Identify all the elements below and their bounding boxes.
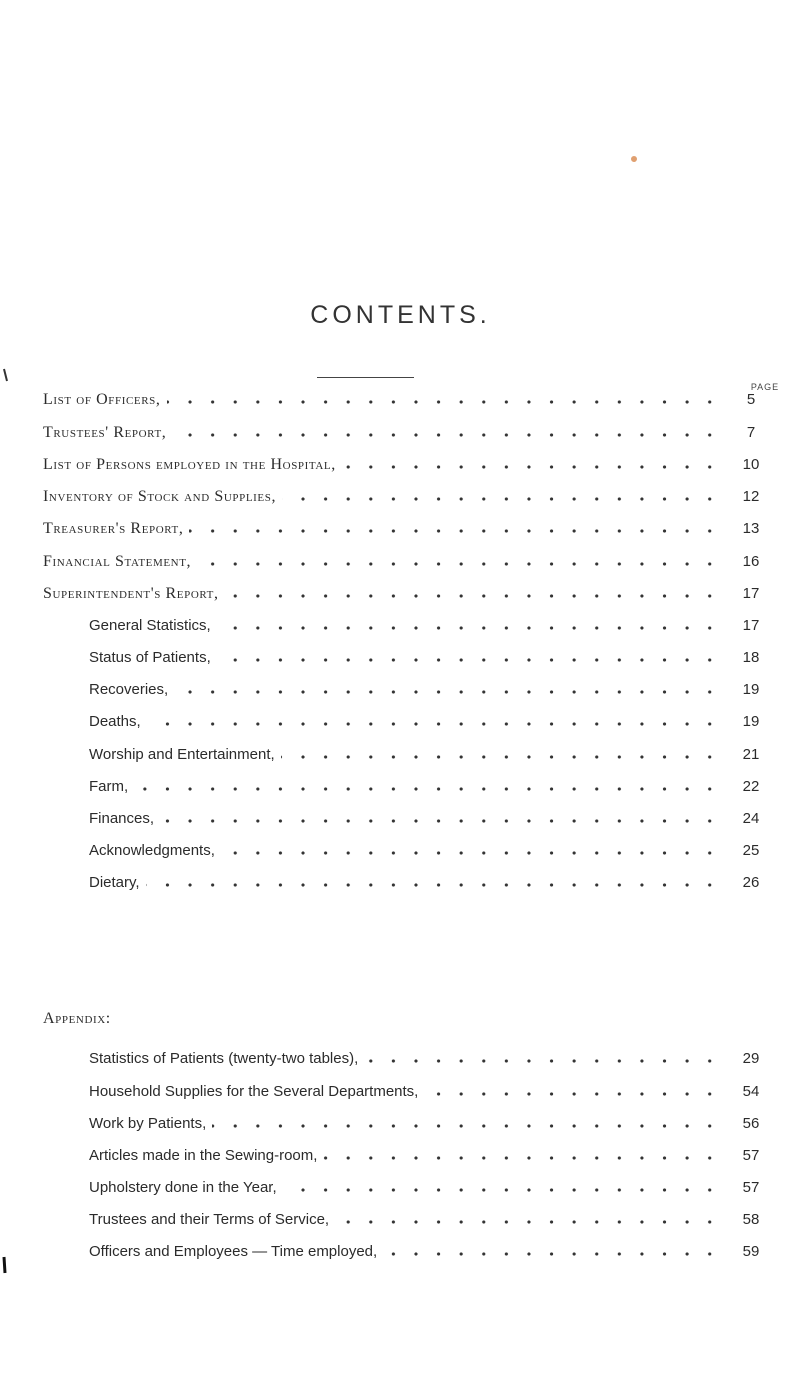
dot-leader <box>364 1059 721 1063</box>
dot-leader <box>221 851 721 855</box>
toc-entry <box>0 774 801 800</box>
toc-entry <box>0 581 801 607</box>
toc-entry-label: Trustees' Report, <box>43 424 167 441</box>
toc-entry-page: 57 <box>742 1179 760 1196</box>
dot-leader <box>189 529 721 533</box>
dot-leader <box>197 562 721 566</box>
dot-leader <box>342 465 721 469</box>
toc-entry-label: Acknowledgments, <box>89 842 215 859</box>
toc-entry-label: Articles made in the Sewing-room, <box>89 1147 318 1164</box>
toc-entry-page: 21 <box>742 746 760 763</box>
page-title: CONTENTS. <box>310 301 491 329</box>
dot-leader <box>174 690 721 694</box>
toc-entry-label: Farm, <box>89 778 129 795</box>
toc-entry-label: Upholstery done in the Year, <box>89 1179 277 1196</box>
toc-entry <box>0 806 801 832</box>
toc-entry-label: Status of Patients, <box>89 649 211 666</box>
toc-entry <box>0 1207 801 1233</box>
toc-entry <box>0 1111 801 1137</box>
toc-entry-label: General Statistics, <box>89 617 211 634</box>
dot-leader <box>217 626 721 630</box>
toc-entry-page: 19 <box>742 681 760 698</box>
toc-entry-page: 18 <box>742 649 760 666</box>
toc-entry-label: Deaths, <box>89 713 141 730</box>
toc-entry-label: Trustees and their Terms of Service, <box>89 1211 330 1228</box>
toc-entry-page: 16 <box>742 553 760 570</box>
toc-entry-page: 26 <box>742 874 760 891</box>
page-column-header: PAGE <box>750 382 780 392</box>
dot-leader <box>167 400 721 404</box>
toc-entry <box>0 742 801 768</box>
toc-entry-page: 56 <box>742 1115 760 1132</box>
toc-entry-label: Finances, <box>89 810 155 827</box>
dot-leader <box>282 497 721 501</box>
dot-leader <box>281 755 721 759</box>
margin-mark-icon <box>2 368 10 382</box>
appendix-heading: Appendix: <box>43 1010 111 1027</box>
dot-leader <box>283 1188 721 1192</box>
toc-entry <box>0 1079 801 1105</box>
toc-entry-page: 24 <box>742 810 760 827</box>
dot-leader <box>424 1092 721 1096</box>
toc-entry <box>0 838 801 864</box>
toc-entry-page: 57 <box>742 1147 760 1164</box>
toc-entry-page: 58 <box>742 1211 760 1228</box>
margin-mark-icon <box>1 1256 9 1274</box>
toc-entry-label: Recoveries, <box>89 681 169 698</box>
toc-entry <box>0 1239 801 1265</box>
toc-entry <box>0 420 801 446</box>
title-rule <box>317 377 414 378</box>
dot-leader <box>134 787 721 791</box>
ink-spot-icon <box>629 154 639 164</box>
toc-entry-page: 17 <box>742 617 760 634</box>
toc-entry <box>0 452 801 478</box>
toc-entry-page: 7 <box>746 424 756 441</box>
dot-leader <box>217 658 721 662</box>
toc-entry-label: Household Supplies for the Several Departments, <box>89 1083 419 1100</box>
toc-entry-label: Work by Patients, <box>89 1115 207 1132</box>
toc-entry <box>0 870 801 896</box>
toc-entry-label: Inventory of Stock and Supplies, <box>43 488 277 505</box>
toc-entry-label: Superintendent's Report, <box>43 585 219 602</box>
toc-entry-page: 25 <box>742 842 760 859</box>
toc-entry-label: Officers and Employees — Time employed, <box>89 1243 378 1260</box>
toc-entry-label: Financial Statement, <box>43 553 192 570</box>
toc-entry-label: Statistics of Patients (twenty-two tables), <box>89 1050 359 1067</box>
dot-leader <box>172 433 721 437</box>
dot-leader <box>335 1220 721 1224</box>
toc-entry <box>0 645 801 671</box>
toc-entry <box>0 613 801 639</box>
toc-entry-page: 22 <box>742 778 760 795</box>
toc-entry <box>0 516 801 542</box>
toc-entry <box>0 387 801 413</box>
dot-leader <box>147 722 721 726</box>
toc-entry-page: 5 <box>746 391 756 408</box>
toc-entry-page: 19 <box>742 713 760 730</box>
dot-leader <box>212 1124 721 1128</box>
toc-entry <box>0 1143 801 1169</box>
toc-entry-page: 13 <box>742 520 760 537</box>
toc-entry-page: 59 <box>742 1243 760 1260</box>
toc-entry-page: 10 <box>742 456 760 473</box>
dot-leader <box>323 1156 721 1160</box>
toc-entry-label: Treasurer's Report, <box>43 520 184 537</box>
dot-leader <box>225 594 721 598</box>
dot-leader <box>160 819 721 823</box>
toc-entry <box>0 677 801 703</box>
dot-leader <box>383 1252 721 1256</box>
toc-entry-label: List of Officers, <box>43 391 161 408</box>
toc-entry-page: 17 <box>742 585 760 602</box>
toc-entry-page: 29 <box>742 1050 760 1067</box>
toc-entry <box>0 1175 801 1201</box>
toc-entry-label: Worship and Entertainment, <box>89 746 275 763</box>
toc-entry-page: 12 <box>742 488 760 505</box>
dot-leader <box>146 883 721 887</box>
toc-entry-label: Dietary, <box>89 874 140 891</box>
toc-entry-label: List of Persons employed in the Hospital, <box>43 456 336 473</box>
toc-entry <box>0 709 801 735</box>
toc-entry <box>0 549 801 575</box>
toc-entry-page: 54 <box>742 1083 760 1100</box>
toc-entry <box>0 1046 801 1072</box>
toc-entry <box>0 484 801 510</box>
